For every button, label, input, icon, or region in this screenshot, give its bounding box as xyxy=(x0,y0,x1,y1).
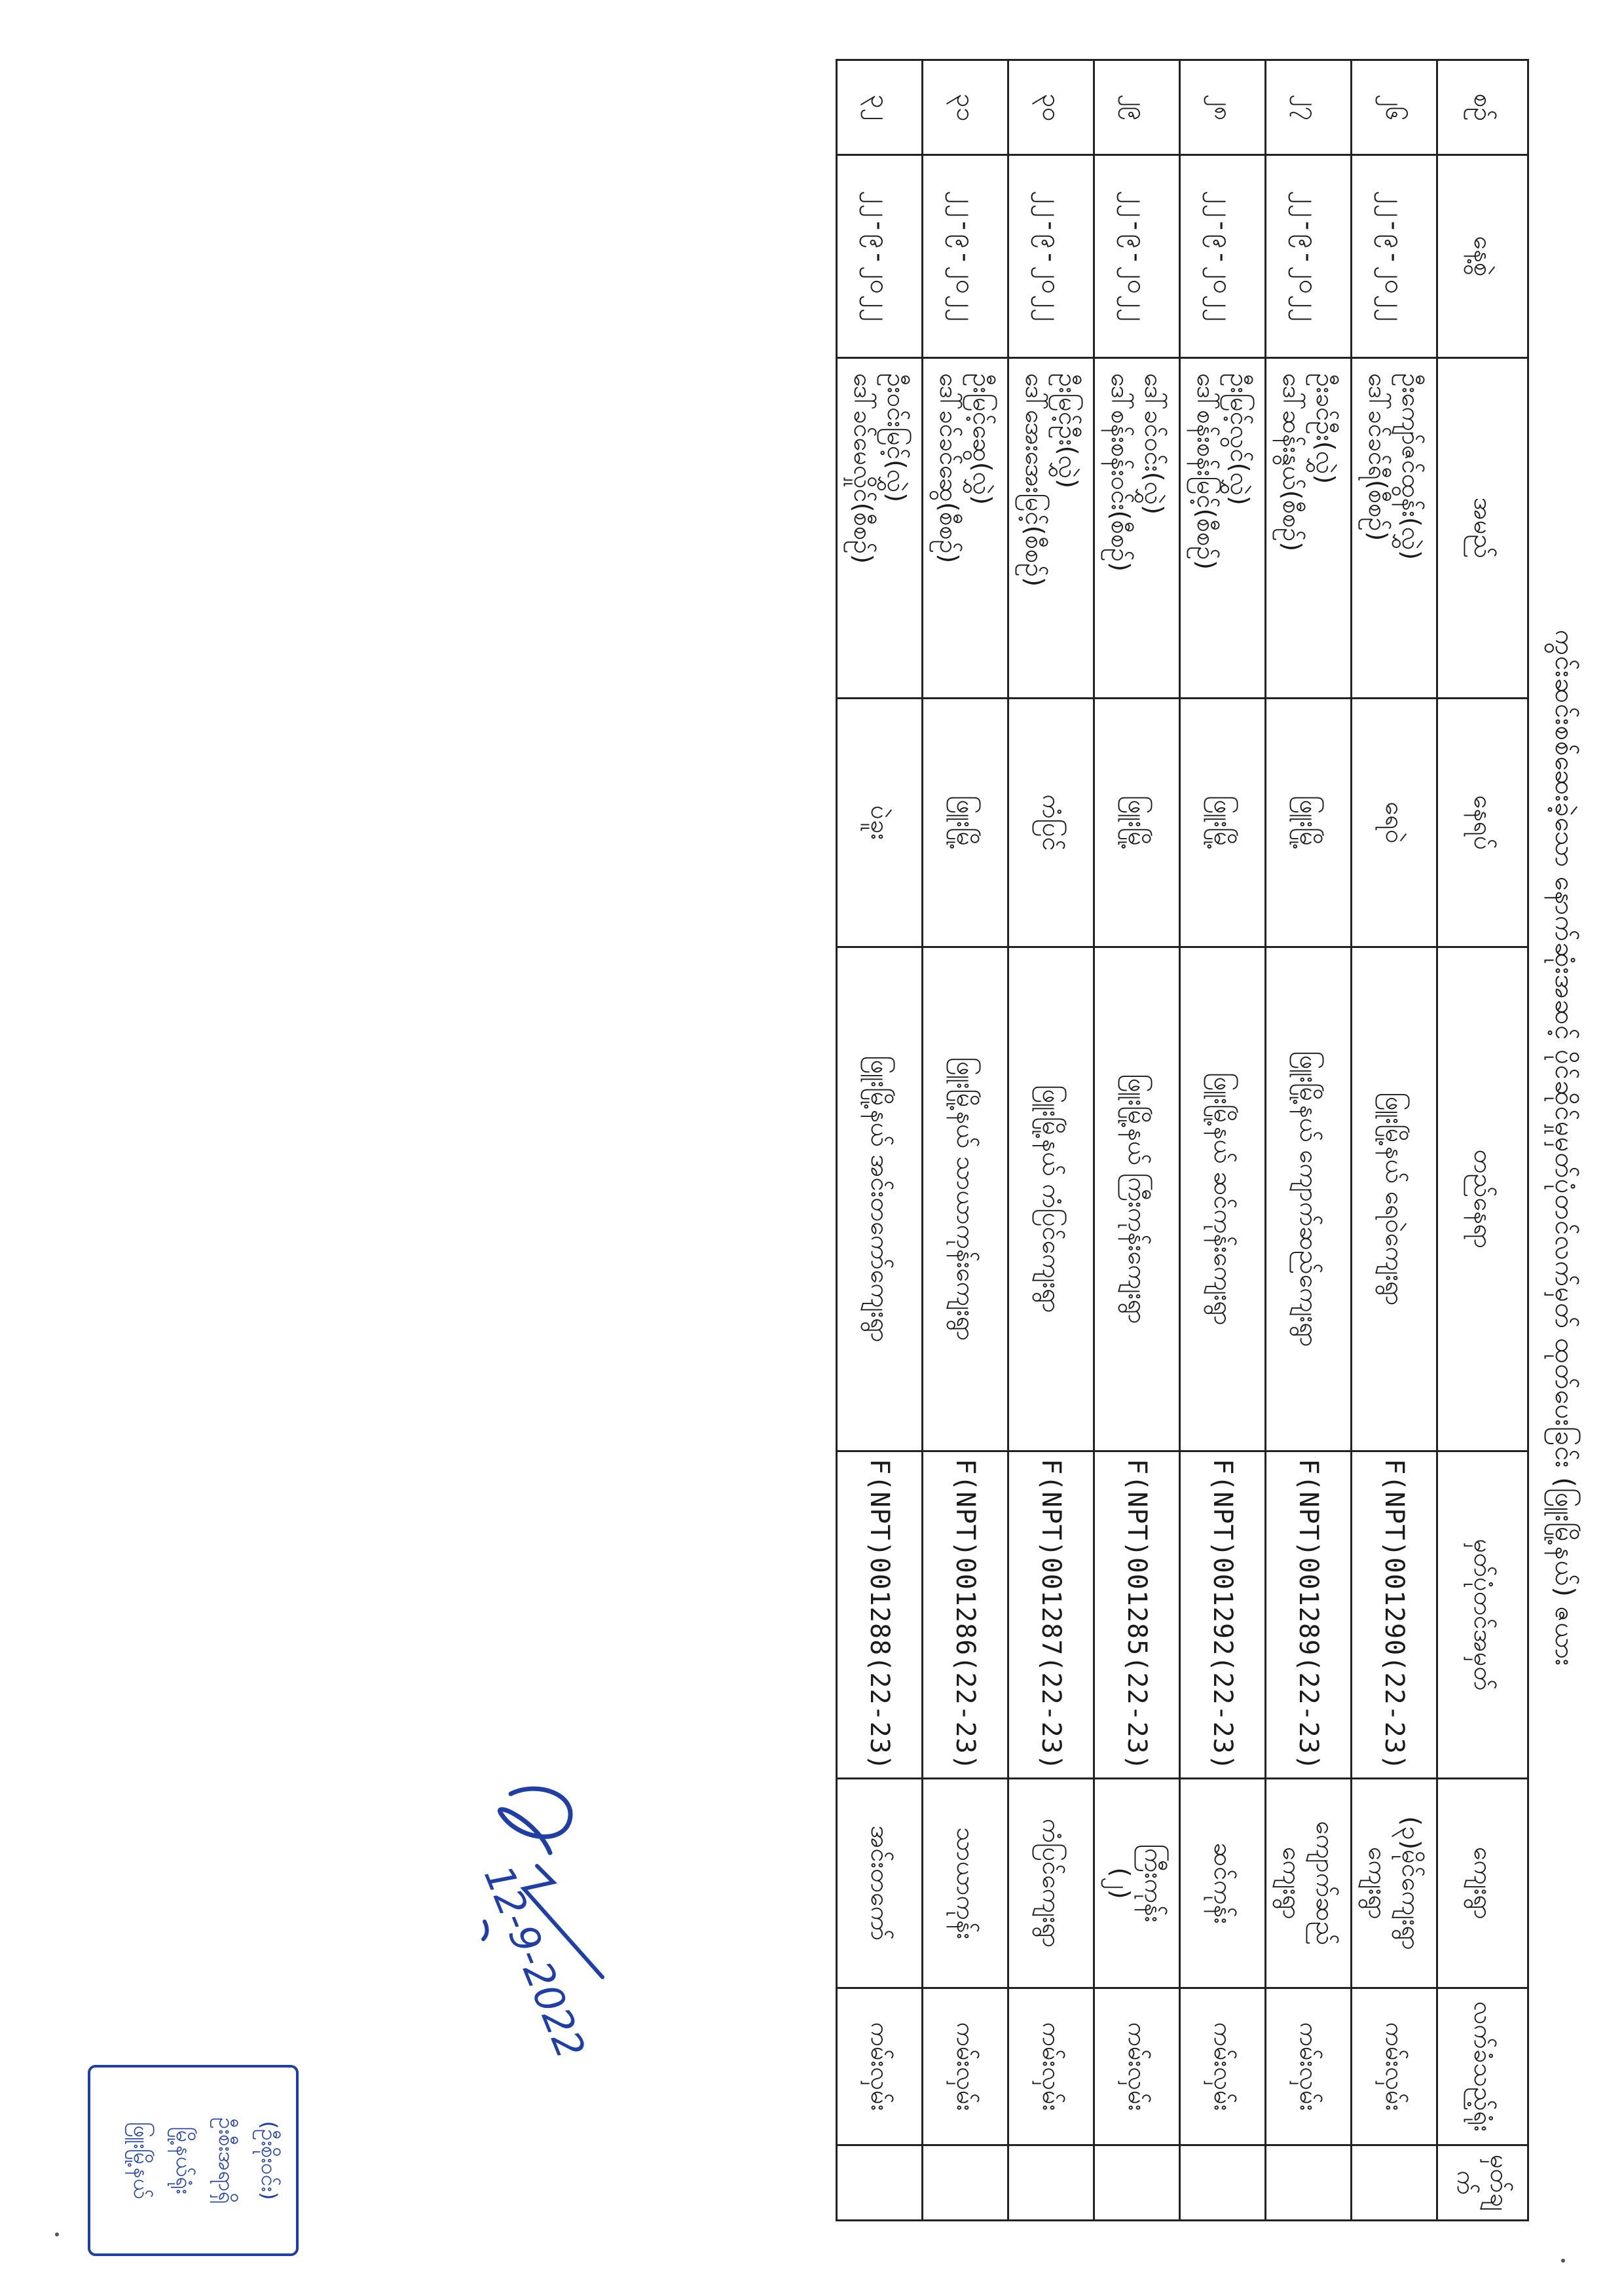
cell-owner-line: ဒေါ်ခင်ခင်ဆွေ(စီစဉ်) xyxy=(934,373,963,564)
cell-owner-line: ဦးခင်ဦး(လွှဲ) xyxy=(1311,373,1340,484)
cell-date: ၂၂-၉-၂၀၂၂ xyxy=(1266,155,1352,358)
cell-owner xyxy=(1180,358,1266,699)
cell-date: ၂၂-၉-၂၀၂၂ xyxy=(1180,155,1266,358)
stamp-line-1: (ဦးစိုးဝင်း) xyxy=(257,2121,282,2200)
cell-location: ဖြူးမြို့နယ် ကျောက်ဆည်ကျေးရွာ xyxy=(1266,947,1352,1451)
cell-location: ဖြူးမြို့နယ် ဆင်ကုန်းကျေးရွာ xyxy=(1180,947,1266,1451)
cell-owner-line: ဦးမြင့်ဦး(လွှဲ) xyxy=(1054,373,1083,488)
stamp-line-2: ဦးစီးအရာရှိ xyxy=(214,2117,239,2204)
cell-village xyxy=(923,1779,1008,1988)
cell-date: ၂၂-၉-၂၀၂၂ xyxy=(1352,155,1437,358)
cell-owner-line: ဒေါ်ခင်ဝင်း(လွှဲ) xyxy=(1139,373,1169,515)
stamp-line-4: ဖြူးမြို့နယ် xyxy=(129,2122,154,2199)
cell-address: ဖြူးမြို့ xyxy=(1180,699,1266,947)
cell-reg-no: F(NPT)001285(22-23) xyxy=(1094,1451,1180,1779)
cell-no: ၂၆ xyxy=(1352,60,1437,155)
cell-date: ၂၂-၉-၂၀၂၂ xyxy=(837,155,923,358)
header-status: လက်ခံသည့်ရုံး xyxy=(1437,1988,1528,2145)
table-row xyxy=(837,60,923,2221)
cell-location: ဖြူးမြို့နယ် အင်းတကော်ကျေးရွာ xyxy=(837,947,923,1451)
cell-reg-no: F(NPT)001290(22-23) xyxy=(1352,1451,1437,1779)
cell-village-line: ကျေးရွာ xyxy=(1363,1847,1392,1920)
cell-no: ၂၇ xyxy=(1266,60,1352,155)
scan-speck xyxy=(1561,2259,1565,2263)
cell-village-line: (၃)မိုင်ကျေးရွာ xyxy=(1397,1816,1426,1950)
cell-village-line: အင်းတကော် xyxy=(865,1825,895,1941)
cell-village xyxy=(1266,1779,1352,1988)
cell-address: ဖြူးမြို့ xyxy=(1266,699,1352,947)
cell-status: ကမ်းလှမ်း xyxy=(1180,1988,1266,2145)
cell-remark xyxy=(923,2145,1008,2221)
cell-owner-line: ဦးမြင့်လွင်(လွှဲ) xyxy=(1225,373,1255,505)
cell-address: ဖြူးမြို့ xyxy=(923,699,1008,947)
cell-village-line: ကျေးရွာ xyxy=(1278,1847,1306,1920)
cell-owner-line: ဒေါ်ခင်ခင်ရီ(စီစဉ်) xyxy=(1363,373,1392,541)
table-header-row xyxy=(1437,60,1528,2221)
stamp-line-3: မြို့နယ်ရုံး xyxy=(172,2126,196,2195)
header-no: စဉ် xyxy=(1437,60,1528,155)
cell-owner-line: ဦးဝင်းမြင့်(လွှဲ) xyxy=(882,373,912,503)
header-location: တည်နေရာ xyxy=(1437,947,1528,1451)
cell-no: ၃၂ xyxy=(837,60,923,155)
cell-owner xyxy=(1094,358,1180,699)
registration-table xyxy=(836,59,1529,2221)
cell-status: ကမ်းလှမ်း xyxy=(923,1988,1008,2145)
cell-address: ကံပြင် xyxy=(1008,699,1094,947)
cell-village-line: ကျောက်ဆည် xyxy=(1311,1821,1340,1946)
cell-address: ရေဝဲ xyxy=(1352,699,1437,947)
header-date: နေ့စွဲ xyxy=(1437,155,1528,358)
table-body xyxy=(837,60,1437,2221)
cell-owner-line: ဒေါ်ဆန်းနွယ်(စီစဉ်) xyxy=(1278,373,1306,552)
cell-no: ၂၈ xyxy=(1180,60,1266,155)
cell-remark xyxy=(1008,2145,1094,2221)
scan-speck xyxy=(55,2232,59,2236)
cell-owner xyxy=(837,358,923,699)
cell-village-line: ကြီးကုန်း xyxy=(1139,1844,1169,1923)
cell-remark xyxy=(1266,2145,1352,2221)
cell-status: ကမ်းလှမ်း xyxy=(1008,1988,1094,2145)
cell-address: ဖြူးမြို့ xyxy=(1094,699,1180,947)
cell-remark xyxy=(1180,2145,1266,2221)
cell-village xyxy=(1008,1779,1094,1988)
header-address: နေရပ် xyxy=(1437,699,1528,947)
cell-location: ဖြူးမြို့နယ် ကြီးကုန်းကျေးရွာ xyxy=(1094,947,1180,1451)
cell-owner-line: ဦးကျော်ဇင်ထွန်း(လွှဲ) xyxy=(1397,373,1426,560)
cell-owner-line: ဒေါ်စန်းစန်းဝင်း(စီစဉ်) xyxy=(1106,373,1135,572)
cell-remark xyxy=(1352,2145,1437,2221)
header-remark: မှတ်ချက် xyxy=(1437,2145,1528,2221)
cell-village-line: သာယာကုန်း xyxy=(951,1827,980,1940)
cell-reg-no: F(NPT)001289(22-23) xyxy=(1266,1451,1352,1779)
header-reg-no: မှတ်ပုံတင်အမှတ် xyxy=(1437,1451,1528,1779)
cell-location: ဖြူးမြို့နယ် ကံပြင်ကျေးရွာ xyxy=(1008,947,1094,1451)
cell-village xyxy=(1180,1779,1266,1988)
cell-owner xyxy=(1008,358,1094,699)
cell-location: ဖြူးမြို့နယ် သာယာကုန်းကျေးရွာ xyxy=(923,947,1008,1451)
table-row xyxy=(1180,60,1266,2221)
cell-status: ကမ်းလှမ်း xyxy=(1094,1988,1180,2145)
cell-owner-line: ဒေါ်အေးအေးမြင့်(စီစဉ်) xyxy=(1020,373,1049,587)
cell-status: ကမ်းလှမ်း xyxy=(1352,1988,1437,2145)
cell-village xyxy=(1352,1779,1437,1988)
document-title: ကွင်းဆင်းစစ်ဆေးခဲ့သော နောက်ဆုံးအဆင့် ပိုင်ဆိုင်မှုမှတ်ပုံတင်လက်မှတ် ထုတ်ပေးခြင်း (ဖြူးမြို့နယ်) ဇယား xyxy=(1549,630,1579,1666)
cell-owner-line: ဦးမြင့်ဆွေ(လွှဲ) xyxy=(968,373,997,505)
cell-village xyxy=(837,1779,923,1988)
table-row xyxy=(1266,60,1352,2221)
cell-owner xyxy=(923,358,1008,699)
cell-owner xyxy=(1266,358,1352,699)
cell-owner-line: ဒေါ်ခင်မေလှိုင်(စီစဉ်) xyxy=(849,373,877,564)
cell-village-line: ကံပြင်ကျေးရွာ xyxy=(1037,1818,1066,1948)
table-row xyxy=(1008,60,1094,2221)
cell-reg-no: F(NPT)001288(22-23) xyxy=(837,1451,923,1779)
cell-village-line: ဆင်ကုန်း xyxy=(1208,1842,1238,1924)
cell-village xyxy=(1094,1779,1180,1988)
cell-reg-no: F(NPT)001287(22-23) xyxy=(1008,1451,1094,1779)
cell-location: ဖြူးမြို့နယ် ရေဝဲကျေးရွာ xyxy=(1352,947,1437,1451)
header-village: ကျေးရွာ xyxy=(1437,1779,1528,1988)
cell-date: ၂၂-၉-၂၀၂၂ xyxy=(1094,155,1180,358)
cell-status: ကမ်းလှမ်း xyxy=(1266,1988,1352,2145)
cell-village-line: (၂) xyxy=(1106,1867,1135,1899)
official-stamp xyxy=(85,2062,301,2259)
cell-remark xyxy=(1094,2145,1180,2221)
cell-date: ၂၂-၉-၂၀၂၂ xyxy=(1008,155,1094,358)
cell-status: ကမ်းလှမ်း xyxy=(837,1988,923,2145)
cell-no: ၃၁ xyxy=(923,60,1008,155)
cell-reg-no: F(NPT)001292(22-23) xyxy=(1180,1451,1266,1779)
header-owner: အမည် xyxy=(1437,358,1528,699)
cell-reg-no: F(NPT)001286(22-23) xyxy=(923,1451,1008,1779)
cell-remark xyxy=(837,2145,923,2221)
table-row xyxy=(1094,60,1180,2221)
table-row xyxy=(1352,60,1437,2221)
cell-owner xyxy=(1352,358,1437,699)
cell-date: ၂၂-၉-၂၀၂၂ xyxy=(923,155,1008,358)
cell-address: ပဲခူး xyxy=(837,699,923,947)
cell-no: ၂၉ xyxy=(1094,60,1180,155)
cell-no: ၃၀ xyxy=(1008,60,1094,155)
cell-owner-line: ဒေါ်စန်းစန်းမြင့်(စီစဉ်) xyxy=(1192,373,1221,570)
table-row xyxy=(923,60,1008,2221)
signature-date: 12-9-2022 xyxy=(475,1859,594,2066)
